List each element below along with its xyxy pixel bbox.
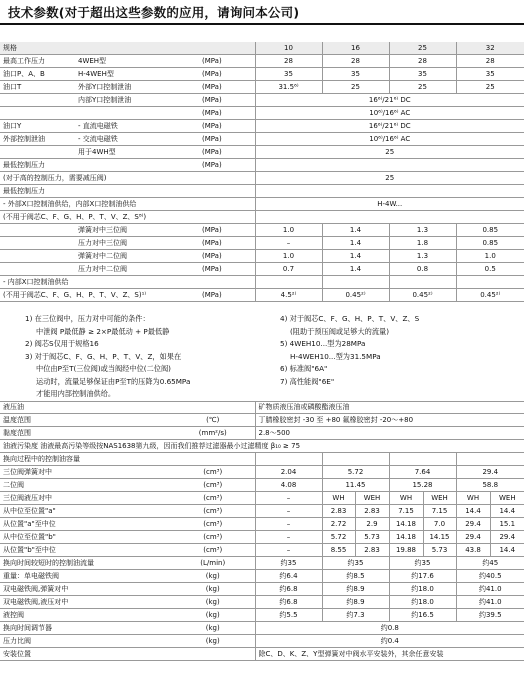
unit-cell: (mm²/s) [171,427,255,440]
value-span-cell: 25 [255,146,524,159]
value-span-cell: 除C、D、K、Z、Y型弹簧对中阀水平安装外，其余任意安装 [255,648,524,661]
row-sublabel [75,107,199,120]
spec-row [0,107,524,120]
spec-row [0,492,524,505]
value-cell: 7.64 [389,466,456,479]
row-label: 重量：单电磁铁阀 [0,570,171,583]
row-label: 液压油 [0,401,171,414]
value-cell: 约35 [322,557,389,570]
value-cell: WH [389,492,423,505]
value-span-cell: 约0.4 [255,635,524,648]
row-sublabel: 弹簧对中三位阀 [75,224,199,237]
row-label: 换向时间调节器 [0,622,171,635]
unit-cell [199,172,255,185]
value-cell: 14.4 [456,505,490,518]
unit-cell: (MPa) [199,250,255,263]
spec-row [0,427,524,440]
row-label: 从位置"b"至中位 [0,544,171,557]
value-cell: 16 [322,42,389,55]
value-cell: 1.3 [389,250,456,263]
value-cell: 28 [255,55,322,68]
value-cell: 14.4 [490,505,524,518]
value-cell: 25 [389,81,456,94]
row-label: 温度范围 [0,414,171,427]
spec-row [0,557,524,570]
footnote-left: 才能用内部控制油供给。 [36,389,116,398]
row-sublabel: 外部Y口控制泄油 [75,81,199,94]
unit-cell: (MPa) [199,120,255,133]
row-label: 三位阀弹簧对中 [0,466,171,479]
value-cell: 2.83 [322,505,355,518]
row-label [0,263,75,276]
value-cell: 4.5²⁾ [255,289,322,302]
value-cell: 约7.3 [322,609,389,622]
footnote-left: 2) 阀芯S仅用于规格16 [25,339,99,348]
unit-cell: (kg) [171,635,255,648]
value-cell: 2.72 [322,518,355,531]
spec-row [0,544,524,557]
footnote-left: 中泄阀 P最低静 ≥ 2×P最低动 + P最低静 [36,326,170,336]
unit-cell: (MPa) [199,224,255,237]
value-span-cell: 约0.8 [255,622,524,635]
value-cell: 8.55 [322,544,355,557]
value-cell: 1.4 [322,237,389,250]
value-cell: 约35 [255,557,322,570]
row-sublabel: 弹簧对中二位阀 [75,250,199,263]
spec-row [0,401,524,414]
value-cell: 约39.5 [456,609,524,622]
value-cell: 0.45²⁾ [389,289,456,302]
footnote-right: 6) 标准阀"6A" [280,364,328,373]
title-rule [0,23,524,25]
value-cell: 1.0 [456,250,524,263]
spec-row [0,479,524,492]
value-cell: 2.04 [255,466,322,479]
spec-row [0,453,524,466]
unit-cell [199,185,255,198]
spec-row [0,596,524,609]
row-label: 油口T [0,81,75,94]
row-label: 最低控制压力 [0,159,75,172]
row-label: 二位阀 [0,479,171,492]
spec-row [0,583,524,596]
spec-row [0,198,524,211]
value-cell: WEH [423,492,456,505]
value-cell: – [255,492,322,505]
unit-cell: (cm³) [171,505,255,518]
value-cell: – [255,505,322,518]
value-cell: 约35 [389,557,456,570]
footnote-right: (阻助于预压阀或足够大的流量) [290,326,390,336]
value-cell: 1.0 [255,250,322,263]
value-cell: 0.45²⁾ [456,289,524,302]
row-sublabel: - 交流电磁铁 [75,133,199,146]
row-label: 双电磁铁阀,弹簧对中 [0,583,171,596]
value-cell: 0.5 [456,263,524,276]
value-cell: 1.0 [255,224,322,237]
unit-cell: (kg) [171,622,255,635]
value-cell: 0.8 [389,263,456,276]
value-span-cell [255,185,524,198]
value-cell: 约45 [456,557,524,570]
spec-row [0,42,524,55]
row-sublabel: 压力对中二位阀 [75,263,199,276]
value-cell: 25 [456,81,524,94]
footnotes [0,308,524,402]
row-label: 换向时间较短时的控制油流量 [0,557,171,570]
value-cell: 29.4 [456,518,490,531]
unit-cell [171,401,255,414]
unit-cell: (MPa) [199,55,255,68]
value-cell: 1.3 [389,224,456,237]
spec-row [0,276,524,289]
row-label [0,94,75,107]
value-span-cell [255,159,524,172]
value-cell: WEH [355,492,389,505]
unit-cell: (MPa) [199,263,255,276]
value-cell: 14.4 [490,544,524,557]
unit-cell: (MPa) [199,159,255,172]
spec-row [0,531,524,544]
value-cell: – [255,544,322,557]
unit-cell: (MPa) [199,237,255,250]
value-cell: 19.88 [389,544,423,557]
value-cell: 4.08 [255,479,322,492]
spec-row [0,68,524,81]
value-cell: 1.4 [322,250,389,263]
unit-cell: (cm³) [171,492,255,505]
unit-cell: (MPa) [199,133,255,146]
unit-cell [199,42,255,55]
spec-row [0,94,524,107]
value-cell: 0.85 [456,237,524,250]
unit-cell: (MPa) [199,146,255,159]
value-cell: 15.28 [389,479,456,492]
upper-spec-table [0,42,524,302]
unit-cell [199,276,255,289]
value-cell: 35 [322,68,389,81]
value-cell: 28 [389,55,456,68]
row-sublabel [75,276,199,289]
row-label [0,250,75,263]
row-label: 液控阀 [0,609,171,622]
value-cell [255,276,322,289]
row-label: 最高工作压力 [0,55,75,68]
row-sublabel: H-4WEH型 [75,68,199,81]
value-cell: 2.9 [355,518,389,531]
row-label [0,146,75,159]
value-cell: 2.83 [355,505,389,518]
row-sublabel: 内部Y口控制泄油 [75,94,199,107]
footnote-left: 运动时，流量足够保证由P至T的压降为0.65MPa [36,376,191,386]
row-label: 油口Y [0,120,75,133]
value-cell: 14.15 [423,531,456,544]
spec-row [0,81,524,94]
row-label [0,237,75,250]
spec-row [0,172,524,185]
unit-cell: (MPa) [199,289,255,302]
value-cell: 约41.0 [456,596,524,609]
lower-spec-table [0,401,524,661]
row-label: 外部控制泄油 [0,133,75,146]
unit-cell: (cm³) [171,479,255,492]
value-cell: 11.45 [322,479,389,492]
spec-row [0,237,524,250]
value-cell: 29.4 [456,466,524,479]
footnote-right: H-4WEH10...型为31.5MPa [290,351,381,361]
value-cell: 35 [389,68,456,81]
value-span-cell: 矿物质液压油或磷酸酯液压油 [255,401,524,414]
spec-row [0,518,524,531]
value-cell: 约18.0 [389,596,456,609]
value-cell: 约5.5 [255,609,322,622]
value-cell [389,276,456,289]
value-cell: 31.5⁶⁾ [255,81,322,94]
unit-cell: (cm³) [171,531,255,544]
value-cell: 29.4 [456,531,490,544]
value-cell: – [255,237,322,250]
value-cell: 约8.9 [322,596,389,609]
row-label [0,107,75,120]
spec-row [0,635,524,648]
spec-row [0,250,524,263]
row-label: 三位阀液压对中 [0,492,171,505]
spec-row [0,440,524,453]
value-cell: 0.7 [255,263,322,276]
value-cell: 0.85 [456,224,524,237]
value-span-cell: 2.8～500 [255,427,524,440]
footnote-left: 3) 对于阀芯C、F、G、H、P、T、V、Z，如果在 [25,351,182,361]
spec-row [0,185,524,198]
value-cell: 28 [322,55,389,68]
unit-cell [199,211,255,224]
unit-cell: (MPa) [199,107,255,120]
value-cell: – [255,531,322,544]
spec-row [0,211,524,224]
value-span-cell: 丁腈橡胶密封 -30 至 +80 氟橡胶密封 -20～+80 [255,414,524,427]
value-cell: 28 [456,55,524,68]
value-cell: 35 [456,68,524,81]
value-cell: 14.18 [389,531,423,544]
spec-row [0,146,524,159]
row-sublabel [75,42,199,55]
row-label: - 内部X口控制油供给 [0,276,75,289]
value-cell: 约18.0 [389,583,456,596]
value-span-cell: 25 [255,172,524,185]
value-cell: 约40.5 [456,570,524,583]
row-sublabel [75,159,199,172]
row-sublabel: 压力对中三位阀 [75,237,199,250]
value-cell [456,276,524,289]
value-cell: 7.15 [389,505,423,518]
row-label: 压力比阀 [0,635,171,648]
value-cell: 约6.8 [255,596,322,609]
unit-cell: (kg) [171,609,255,622]
row-label: 油液污染度 油液最高污染等级按NAS1638第九级，因而我们推荐过滤器最小过滤精度 β₁₀ ≥ 75 [0,440,524,453]
spec-row [0,55,524,68]
value-cell: 2.83 [355,544,389,557]
unit-cell: (cm³) [171,466,255,479]
value-cell: 43.8 [456,544,490,557]
value-cell: 35 [255,68,322,81]
spec-row [0,133,524,146]
row-label: 安装位置 [0,648,171,661]
value-cell: 0.45²⁾ [322,289,389,302]
unit-cell: (MPa) [199,94,255,107]
footnote-right: 7) 高性能阀"6E" [280,376,335,386]
value-cell: – [255,518,322,531]
row-label: 换向过程中的控制油容量 [0,453,171,466]
row-label: 从中位至位置"a" [0,505,171,518]
footnote-right: 4) 对于阀芯C、F、G、H、P、T、V、Z、S [280,314,420,323]
unit-cell [171,648,255,661]
spec-row [0,466,524,479]
unit-cell: (cm³) [171,518,255,531]
value-span-cell: 10⁶⁾/16⁶⁾ AC [255,133,524,146]
value-cell: 15.1 [490,518,524,531]
row-label: (不用于阀芯C、F、G、H、P、T、V、Z、S⁸⁾) [0,211,75,224]
value-cell: 5.72 [322,466,389,479]
spec-row [0,120,524,133]
unit-cell [171,453,255,466]
value-cell: 5.73 [423,544,456,557]
unit-cell: (kg) [171,596,255,609]
value-cell: 约16.5 [389,609,456,622]
value-cell: WH [322,492,355,505]
value-cell: 约8.5 [322,570,389,583]
unit-cell: (cm³) [171,544,255,557]
spec-row [0,570,524,583]
value-cell: 5.72 [322,531,355,544]
row-label: - 外部X口控制油供给，内部X口控制油供给 [0,198,75,211]
value-cell: 约41.0 [456,583,524,596]
value-cell: 约6.8 [255,583,322,596]
footnote-left: 中位由P至T(三位阀)或当阀经中位(二位阀) [36,364,171,373]
spec-row [0,622,524,635]
value-cell: 32 [456,42,524,55]
value-cell [322,276,389,289]
spec-row [0,159,524,172]
row-label: 从位置"a"至中位 [0,518,171,531]
value-cell: 约6.4 [255,570,322,583]
spec-row [0,263,524,276]
unit-cell: (L/min) [171,557,255,570]
unit-cell: (MPa) [199,81,255,94]
unit-cell [199,198,255,211]
page-title: 技术参数(对于超出这些参数的应用，请询问本公司) [8,5,300,20]
value-cell: 7.15 [423,505,456,518]
row-sublabel [75,185,199,198]
row-label: 最低控制压力 [0,185,75,198]
value-span-cell: 16⁶⁾/21⁶⁾ DC [255,94,524,107]
value-cell: 58.8 [456,479,524,492]
value-cell: WH [456,492,490,505]
row-label: (不用于阀芯C、F、G、H、P、T、V、Z、S)¹⁾ [0,289,75,302]
unit-cell: (MPa) [199,68,255,81]
value-cell: 1.4 [322,263,389,276]
value-cell: 1.4 [322,224,389,237]
unit-cell: (℃) [171,414,255,427]
value-cell: 25 [389,42,456,55]
row-label: (对于高的控制压力，需要减压阀) [0,172,75,185]
row-label: 黏度范围 [0,427,171,440]
value-cell: 7.0 [423,518,456,531]
value-cell: 10 [255,42,322,55]
value-cell: 约8.9 [322,583,389,596]
value-cell: 约17.6 [389,570,456,583]
row-label [0,224,75,237]
value-cell [322,453,389,466]
spec-row [0,609,524,622]
value-cell: WEH [490,492,524,505]
footnote-left: 1) 在三位阀中，压力对中可能的条件： [25,314,150,323]
footnote-right: 5) 4WEH10...型为28MPa [280,339,366,348]
row-sublabel: 4WEH型 [75,55,199,68]
value-cell: 5.73 [355,531,389,544]
unit-cell: (kg) [171,570,255,583]
spec-row [0,414,524,427]
value-cell: 14.18 [389,518,423,531]
row-label: 双电磁铁阀,液压对中 [0,596,171,609]
value-cell: 29.4 [490,531,524,544]
value-cell: 1.8 [389,237,456,250]
value-span-cell: H-4W... [255,198,524,211]
row-label: 规格 [0,42,75,55]
value-span-cell: 16⁶⁾/21⁶⁾ DC [255,120,524,133]
row-sublabel: - 直流电磁铁 [75,120,199,133]
spec-row [0,289,524,302]
value-span-cell [255,211,524,224]
row-sublabel: 用于4WH型 [75,146,199,159]
value-span-cell: 10⁶⁾/16⁶⁾ AC [255,107,524,120]
value-cell: 25 [322,81,389,94]
row-label: 油口P、A、B [0,68,75,81]
spec-row [0,224,524,237]
row-label: 从中位至位置"b" [0,531,171,544]
value-cell [456,453,524,466]
spec-row [0,648,524,661]
value-cell [389,453,456,466]
spec-row [0,505,524,518]
unit-cell: (kg) [171,583,255,596]
value-cell [255,453,322,466]
